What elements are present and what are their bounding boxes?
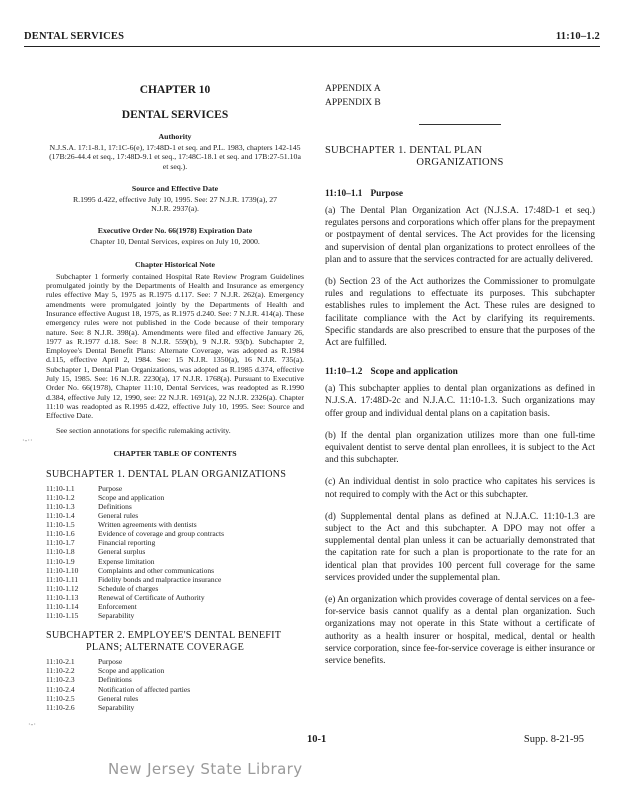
toc-row[interactable]: 11:10-1.14 Enforcement [46, 602, 137, 612]
toc-row[interactable]: 11:10-1.2 Scope and application [46, 492, 165, 502]
toc-row[interactable]: 11:10-1.12 Schedule of charges [46, 583, 159, 593]
authority-text: N.J.S.A. 17:1-8.1, 17:1C-6(e), 17:48D-1 et seq. and P.L. 1983, chapters 142-145 (17B:26-44.4 et seq., 17:48D-9.1 et seq., 17:48C-18.1 et seq. and 17B:27-51.10a et seq.). [49, 143, 301, 171]
para-1-2-e: (e) An organization which provides coverage of dental services on a fee-for-service basis cannot qualify as a dental plan organization. Such organizations may not operate in this State without a certificate of authority as a health insurer or hospital, medical, dental or health service corporation, since fee-for-service coverage is either insurance or service benefits. [325, 595, 595, 667]
margin-mark: ·-·· [22, 436, 33, 445]
source-heading: Source and Effective Date [131, 183, 219, 193]
toc-subchapter-2-title-2: PLANS; ALTERNATE COVERAGE [85, 642, 244, 654]
appendix-b-link[interactable]: APPENDIX B [325, 98, 381, 108]
toc-row[interactable]: 11:10-1.8 General surplus [46, 547, 146, 557]
section-number: 11:10–1.1 [325, 189, 363, 199]
chapter-title: DENTAL SERVICES [121, 109, 229, 121]
toc-row[interactable]: 11:10-1.15 Separability [46, 611, 135, 621]
toc-row[interactable]: 11:10-1.4 General rules [46, 511, 139, 521]
toc-row[interactable]: 11:10-1.13 Renewal of Certificate of Authority [46, 592, 205, 602]
toc-subchapter-2-title-1: SUBCHAPTER 2. EMPLOYEE'S DENTAL BENEFIT [46, 630, 282, 642]
exec-order-text: Chapter 10, Dental Services, expires on July 10, 2000. [90, 237, 260, 247]
chapter-number: CHAPTER 10 [139, 84, 211, 96]
toc-row[interactable]: 11:10-2.2 Scope and application [46, 666, 165, 676]
page-number: 10-1 [307, 734, 327, 745]
toc-row[interactable]: 11:10-1.5 Written agreements with dentists [46, 520, 197, 530]
toc-row[interactable]: 11:10-2.5 General rules [46, 693, 139, 703]
toc-row[interactable]: 11:10-1.11 Fidelity bonds and malpractice insurance [46, 574, 222, 584]
authority-heading: Authority [158, 132, 192, 141]
para-1-2-d: (d) Supplemental dental plans as defined at N.J.A.C. 11:10-1.3 are subject to the Act and this subchapter. A DPO may not offer a supplemental dental plan unless it can be actuarially demonstrated that the capitation rate for such a plan is proportionate to the rate for an identical plan that provides 100 percent full coverage for the same services provided under the supplemental plan. [325, 511, 595, 583]
toc-row[interactable]: 11:10-2.4 Notification of affected parties [46, 684, 191, 694]
running-header [24, 30, 600, 47]
section-number: 11:10–1.2 [325, 367, 363, 378]
toc-row[interactable]: 11:10-2.6 Separability [46, 702, 135, 712]
margin-mark: ·-· [28, 720, 36, 729]
appendix-a-link[interactable]: APPENDIX A [325, 84, 381, 94]
toc-row[interactable]: 11:10-1.6 Evidence of coverage and group contracts [46, 529, 224, 539]
library-stamp: New Jersey State Library [108, 760, 303, 778]
right-column [325, 82, 595, 667]
historical-note-heading: Chapter Historical Note [135, 259, 215, 269]
subchapter-1-heading-cont: ORGANIZATIONS [416, 157, 504, 168]
toc-subchapter-1-title: SUBCHAPTER 1. DENTAL PLAN ORGANIZATIONS [46, 468, 287, 480]
toc-subchapter-2-list [46, 657, 304, 712]
toc-row[interactable]: 11:10-1.7 Financial reporting [46, 538, 156, 548]
toc-row[interactable]: 11:10-1.1 Purpose [46, 483, 123, 493]
toc-row[interactable]: 11:10-1.9 Expense limitation [46, 556, 155, 566]
section-title: Scope and application [370, 367, 458, 378]
toc-row[interactable]: 11:10-2.1 Purpose [46, 657, 123, 667]
para-1-1-b: (b) Section 23 of the Act authorizes the Commissioner to promulgate rules and regulations to effectuate its purposes. This subchapter establishes rules to implement the Act. These rules are designed to facilitate compliance with the Act by clarifying its requirements. Specific standards are also prescribed to ensure that the purposes of the Act are fulfilled. [325, 277, 595, 349]
toc-row[interactable]: 11:10-1.10 Complaints and other communications [46, 565, 215, 575]
para-1-2-a: (a) This subchapter applies to dental plan organizations as defined in N.J.S.A. 17:48D-2c and N.J.A.C. 11:10-1.3. Such organizations may offer group and individual dental plans on a capitation basis. [325, 384, 595, 419]
section-1-2-heading [325, 361, 595, 379]
historical-note-text: Subchapter 1 formerly contained Hospital Rate Review Program Guidelines promulgated jointly by the Departments of Health and Insurance as emergency rules effective May 5, 1975 as R.1975 d.117. See: 7 N.J.R. 262(a). Emergency amendments were promulgated jointly by the Departments of Health and Insurance effective August 18, 1975, as R.1975 d.240. See: 7 N.J.R. 414(a). These emergency rules were not published in the Code because of their temporary nature. See: 8 N.J.R. 398(a). Amendments were filed and effective January 26, 1977 as R.1977 d.18. See: 8 N.J.R. 559(b), 9 N.J.R. 93(b). Subchapter 2, Employee's Dental Benefit Plans: Alternate Coverage, was adopted as R.1984 d.115, effective April 2, 1984. See: 15 N.J.R. 1350(a), 16 N.J.R. 735(a). Subchapter 1, Dental Plan Organizations, was adopted as R.1985 d.374, effective July 15, 1985. See: 16 N.J.R. 2230(a), 17 N.J.R. 1768(a). Pursuant to Executive Order No. 66(1978), Chapter 11:10, Dental Services, was readopted as R.1990 d.384, effective July 12, 1990, see: 22 N.J.R. 1691(a), 22 N.J.R. 2326(a). Chapter 11:10 was readopted as R.1995 d.422, effective July 10, 1995. See: Source and Effective Date. [46, 271, 304, 421]
source-text: R.1995 d.422, effective July 10, 1995. See: 27 N.J.R. 1739(a), 27 N.J.R. 2937(a). [72, 194, 278, 214]
para-1-2-b: (b) If the dental plan organization utilizes more than one full-time equivalent dentist to serve dental plan enrollees, it is subject to the Act and this subchapter. [325, 430, 595, 466]
subchapter-1-heading: SUBCHAPTER 1. DENTAL PLAN [325, 145, 483, 156]
supplement-date: Supp. 8-21-95 [523, 734, 584, 745]
section-title: Purpose [370, 189, 403, 199]
left-column [46, 80, 304, 712]
toc-row[interactable]: 11:10-2.3 Definitions [46, 675, 132, 685]
section-1-1-heading [325, 183, 595, 201]
para-1-1-a: (a) The Dental Plan Organization Act (N.J.S.A. 17:48D-1 et seq.) regulates persons and corporations which offer plans for the prepayment or postpayment of dental services. The Act provides for the licensing and supervision of dental plan organizations to protect enrollees of the plan and to assure that the services contracted for are actually delivered. [325, 206, 595, 265]
toc-heading: CHAPTER TABLE OF CONTENTS [113, 448, 237, 458]
exec-order-heading: Executive Order No. 66(1978) Expiration Date [97, 226, 253, 236]
divider-rule [419, 124, 501, 125]
header-section: 11:10–1.2 [555, 31, 600, 42]
toc-subchapter-1-list [46, 484, 304, 620]
para-1-2-c: (c) An individual dentist in solo practice who capitates his services is not required to comply with the Act or this subchapter. [325, 477, 595, 500]
header-title: DENTAL SERVICES [24, 31, 125, 42]
toc-row[interactable]: 11:10-1.3 Definitions [46, 502, 132, 512]
see-also-note: See section annotations for specific rulemaking activity. [56, 425, 231, 435]
